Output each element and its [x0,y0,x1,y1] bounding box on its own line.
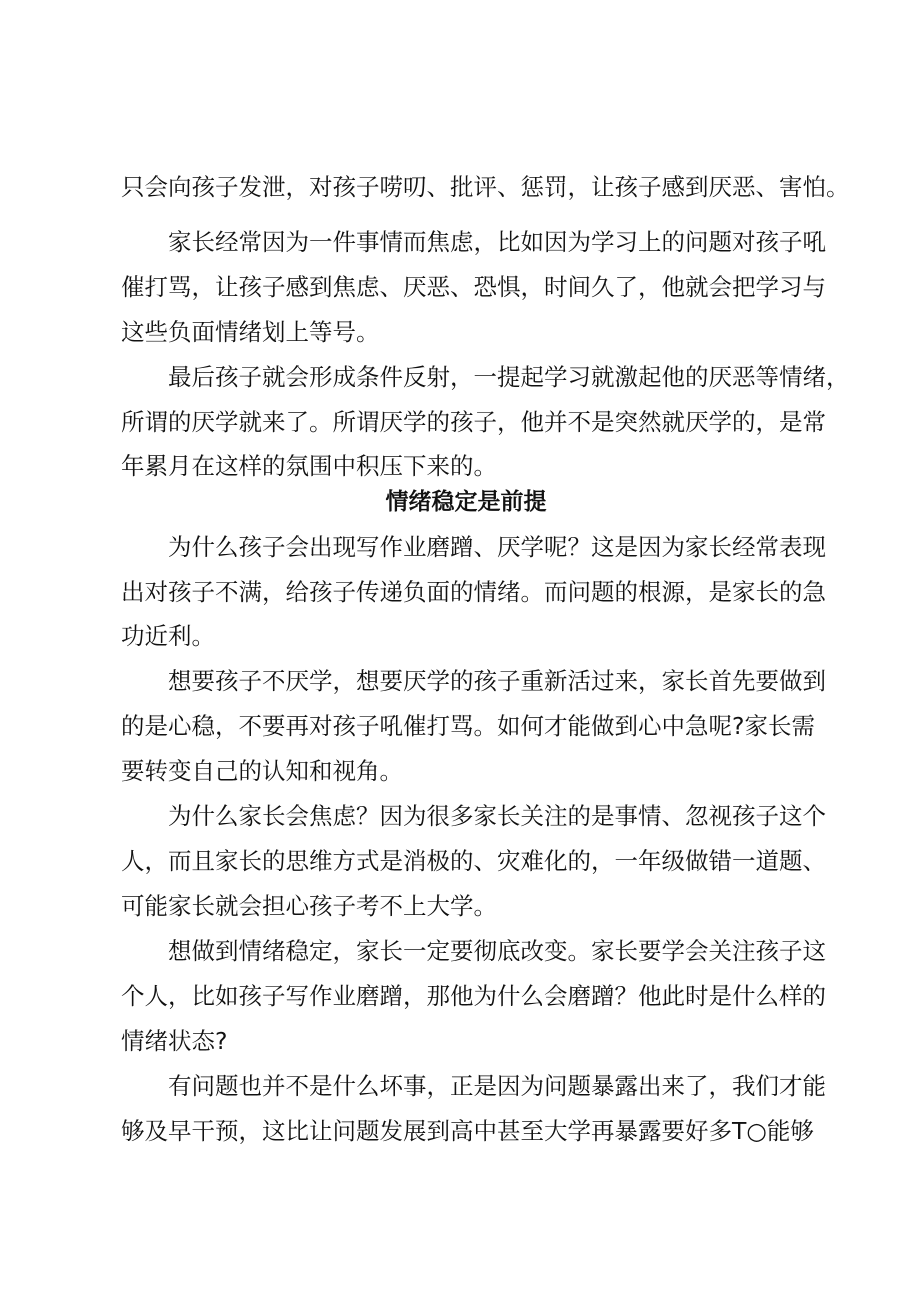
paragraph-2-line-2: 催打骂，让孩子感到焦虑、厌恶、恐惧，时间久了，他就会把学习与 [121,273,826,301]
paragraph-7-line-1: 想做到情绪稳定，家长一定要彻底改变。家长要学会关注孩子这 [168,937,826,965]
paragraph-4-line-2: 出对孩子不满，给孩子传递负面的情绪。而问题的根源，是家长的急 [121,578,826,606]
paragraph-8-line-1: 有问题也并不是什么坏事，正是因为问题暴露出来了，我们才能 [168,1072,826,1100]
paragraph-7-line-3: 情绪状态? [121,1027,228,1055]
paragraph-5-line-2: 的是心稳，不要再对孩子吼催打骂。如何才能做到心中急呢?家长需 [121,712,815,740]
paragraph-3-line-2: 所谓的厌学就来了。所谓厌学的孩子，他并不是突然就厌学的，是常 [121,408,826,436]
paragraph-6-line-1: 为什么家长会焦虑？因为很多家长关注的是事情、忽视孩子这个 [168,802,826,830]
paragraph-4-line-1: 为什么孩子会出现写作业磨蹭、厌学呢？这是因为家长经常表现 [168,533,826,561]
paragraph-1-line-1: 只会向孩子发泄，对孩子唠叨、批评、惩罚，让孩子感到厌恶、害怕。 [121,173,850,201]
paragraph-3-line-1: 最后孩子就会形成条件反射，一提起学习就激起他的厌恶等情绪， [168,363,850,391]
paragraph-4-line-3: 功近利。 [121,622,215,650]
section-heading: 情绪稳定是前提 [385,489,547,515]
paragraph-7-line-2: 个人，比如孩子写作业磨蹭，那他为什么会磨蹭？他此时是什么样的 [121,982,826,1010]
paragraph-6-line-3: 可能家长就会担心孩子考不上大学。 [121,892,497,920]
paragraph-8-line-2: 够及早干预，这比让问题发展到高中甚至大学再暴露要好多T○能够 [121,1117,814,1145]
paragraph-6-line-2: 人，而且家长的思维方式是消极的、灾难化的，一年级做错一道题、 [121,847,826,875]
paragraph-3-line-3: 年累月在这样的氛围中积压下来的。 [121,452,497,480]
paragraph-2-line-3: 这些负面情绪划上等号。 [121,318,380,346]
paragraph-5-line-1: 想要孩子不厌学，想要厌学的孩子重新活过来，家长首先要做到 [168,667,826,695]
paragraph-5-line-3: 要转变自己的认知和视角。 [121,757,403,785]
paragraph-2-line-1: 家长经常因为一件事情而焦虑，比如因为学习上的问题对孩子吼 [168,228,826,256]
